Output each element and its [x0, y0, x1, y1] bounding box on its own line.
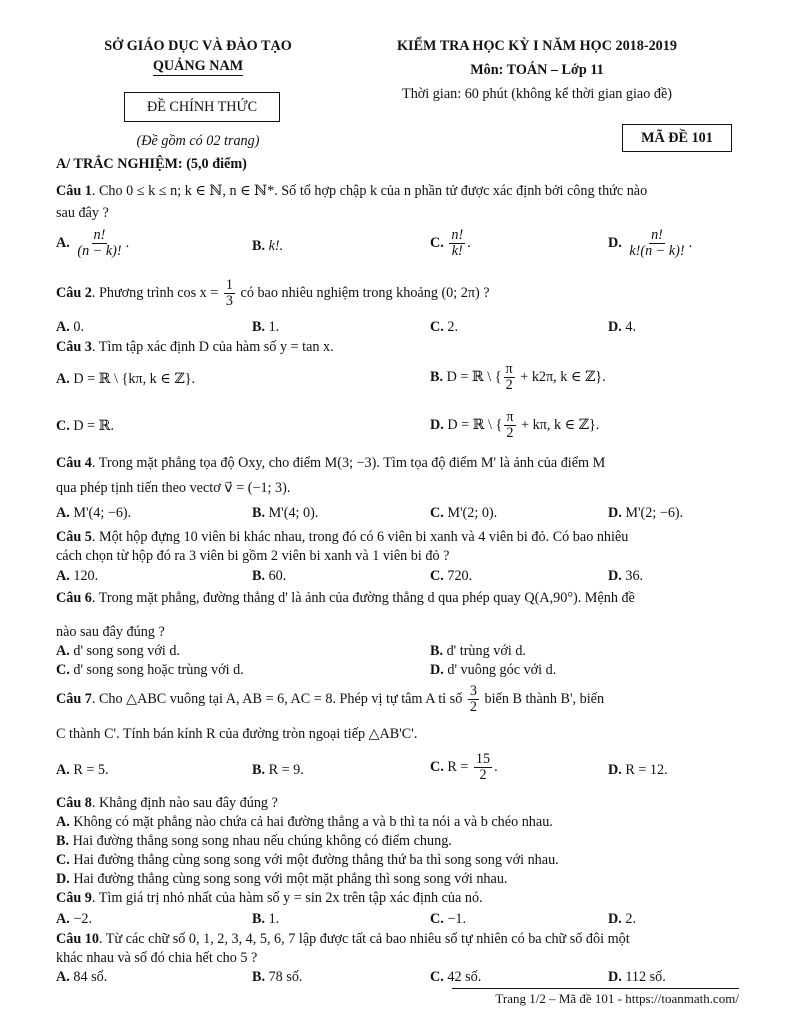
q10-option-b[interactable] — [252, 969, 302, 986]
question-label: Câu 4 — [56, 455, 92, 471]
option-text: 2. — [447, 319, 458, 335]
option-text: R = — [447, 758, 472, 775]
q5-option-c[interactable] — [430, 568, 472, 585]
q9-option-c[interactable] — [430, 911, 466, 928]
option-label: C. — [430, 969, 444, 985]
q5-option-a[interactable] — [56, 568, 98, 585]
option-label: D. — [608, 568, 622, 584]
province-label: QUẢNG NAM — [152, 58, 244, 74]
fraction — [449, 228, 465, 259]
q1-option-b[interactable] — [252, 238, 283, 255]
question-text: . Trong mặt phẳng, đường thẳng d' là ảnh của đường thẳng d qua phép quay Q(A,90°). Mệnh đề — [91, 590, 635, 606]
option-text: M'(2; 0). — [447, 505, 498, 521]
option-label: B. — [252, 969, 266, 985]
option-text: Hai đường thẳng song song nhau nếu chúng không có điểm chung. — [69, 833, 452, 849]
question-7-cont: C thành C'. Tính bán kính R của đường tròn ngoại tiếp △AB'C'. — [56, 726, 418, 742]
option-label: D. — [608, 969, 622, 985]
q7-option-c[interactable] — [430, 752, 498, 783]
question-text: . Trong mặt phẳng tọa độ Oxy, cho điểm M(3; −3). Tìm tọa độ điểm M' là ảnh của điểm M — [91, 455, 606, 471]
denominator: 2 — [469, 699, 477, 715]
option-tail: . — [467, 234, 471, 251]
q4-option-c[interactable] — [430, 505, 497, 522]
question-text: . Từ các chữ số 0, 1, 2, 3, 4, 5, 6, 7 lập được tất cả bao nhiêu số tự nhiên có ba chữ số đôi một — [98, 931, 630, 947]
q8-option-d[interactable] — [56, 871, 507, 888]
option-text: R = 12. — [625, 762, 668, 778]
option-label: D. — [608, 505, 622, 521]
option-text: 1. — [268, 911, 280, 927]
exam-title: KIỂM TRA HỌC KỲ I NĂM HỌC 2018-2019 — [397, 38, 677, 54]
fraction — [474, 752, 492, 783]
q2-option-c[interactable] — [430, 319, 458, 336]
q2-option-d[interactable] — [608, 319, 636, 336]
q6-option-a[interactable] — [56, 643, 180, 660]
question-10 — [56, 931, 630, 948]
option-text: M'(4; −6). — [73, 505, 132, 521]
question-3 — [56, 339, 334, 356]
option-text: D = ℝ \ {kπ, k ∈ ℤ}. — [73, 371, 196, 387]
exam-time: Thời gian: 60 phút (không kể thời gian giao đề) — [402, 86, 672, 102]
question-1 — [56, 183, 647, 200]
fraction — [504, 362, 515, 393]
question-text: . Tìm giá trị nhỏ nhất của hàm số y = sin 2x trên tập xác định của nó. — [91, 890, 483, 906]
option-text: 1. — [268, 319, 280, 335]
q3-option-d[interactable] — [430, 410, 599, 441]
q3-option-b[interactable] — [430, 362, 606, 393]
option-label: D. — [430, 416, 444, 433]
option-text: R = 5. — [73, 762, 109, 778]
question-text: . Khẳng định nào sau đây đúng ? — [91, 795, 278, 811]
fraction — [224, 278, 235, 309]
option-label: D. — [608, 319, 622, 335]
option-text: 84 số. — [73, 969, 108, 985]
option-text: 4. — [625, 319, 636, 335]
q6-option-c[interactable] — [56, 662, 244, 679]
q2-option-b[interactable] — [252, 319, 279, 336]
option-label: A. — [56, 234, 70, 251]
denominator: 2 — [479, 767, 487, 783]
q8-option-b[interactable] — [56, 833, 452, 850]
question-label: Câu 10 — [56, 931, 99, 947]
numerator: π — [506, 409, 514, 425]
option-label: C. — [56, 662, 70, 678]
option-label: A. — [56, 814, 70, 830]
q1-option-d[interactable] — [608, 228, 692, 259]
option-text: + kπ, k ∈ ℤ}. — [517, 416, 600, 433]
q6-option-d[interactable] — [430, 662, 556, 679]
q8-option-a[interactable] — [56, 814, 553, 831]
question-text: . Tìm tập xác định D của hàm số y = tan x. — [91, 339, 334, 355]
question-label: Câu 6 — [56, 590, 92, 606]
question-text: . Một hộp đựng 10 viên bi khác nhau, trong đó có 6 viên bi xanh và 4 viên bi đỏ. Có bao nhiêu — [91, 529, 629, 545]
option-text: 0. — [73, 319, 84, 335]
q10-option-d[interactable] — [608, 969, 666, 986]
option-text: d' song song với d. — [73, 643, 180, 659]
numerator: π — [505, 361, 513, 377]
numerator: 3 — [469, 683, 477, 699]
question-6 — [56, 590, 635, 607]
option-label: C. — [56, 418, 70, 434]
option-label: B. — [56, 833, 70, 849]
question-text: . Phương trình cos x = — [91, 284, 222, 301]
q5-option-b[interactable] — [252, 568, 286, 585]
option-label: A. — [56, 505, 70, 521]
option-text: −2. — [73, 911, 92, 927]
q10-option-a[interactable] — [56, 969, 107, 986]
option-label: B. — [252, 762, 266, 778]
numerator: n! — [93, 227, 106, 243]
option-label: A. — [56, 762, 70, 778]
denominator: 2 — [506, 425, 514, 441]
option-text: −1. — [447, 911, 466, 927]
question-5-cont: cách chọn từ hộp đó ra 3 viên bi gồm 2 viên bi xanh và 1 viên bi đỏ ? — [56, 548, 450, 564]
option-label: B. — [430, 643, 444, 659]
option-text: 36. — [625, 568, 644, 584]
option-label: B. — [252, 568, 266, 584]
option-label: B. — [252, 238, 266, 254]
option-text: . — [494, 758, 498, 775]
question-7 — [56, 684, 604, 715]
fraction — [468, 684, 479, 715]
numerator: n! — [651, 227, 663, 243]
province-name — [60, 58, 336, 75]
option-text: Hai đường thẳng cùng song song với một mặt phẳng thì song song với nhau. — [69, 871, 508, 887]
q7-option-b[interactable] — [252, 762, 304, 779]
q4-option-d[interactable] — [608, 505, 683, 522]
question-label: Câu 7 — [56, 690, 92, 707]
option-label: D. — [56, 871, 70, 887]
q4-option-a[interactable] — [56, 505, 131, 522]
option-text: 60. — [268, 568, 287, 584]
q9-option-b[interactable] — [252, 911, 279, 928]
option-text: R = 9. — [268, 762, 304, 778]
question-5 — [56, 529, 628, 546]
option-text: 720. — [447, 568, 473, 584]
option-text: 120. — [73, 568, 99, 584]
option-label: B. — [252, 319, 266, 335]
option-text: 2. — [625, 911, 636, 927]
q8-option-c[interactable] — [56, 852, 559, 869]
option-text: + k2π, k ∈ ℤ}. — [516, 368, 606, 385]
question-6-cont: nào sau đây đúng ? — [56, 624, 165, 640]
fraction — [504, 410, 515, 441]
question-2 — [56, 278, 490, 309]
option-label: A. — [56, 969, 70, 985]
option-text: 112 số. — [625, 969, 666, 985]
option-text: 78 số. — [268, 969, 303, 985]
q3-option-a[interactable] — [56, 371, 195, 388]
q9-option-a[interactable] — [56, 911, 92, 928]
denominator: k!(n − k)! — [629, 243, 685, 259]
q7-option-a[interactable] — [56, 762, 109, 779]
question-label: Câu 5 — [56, 529, 92, 545]
option-text: Không có mặt phẳng nào chứa cả hai đường thẳng a và b thì ta nói a và b chéo nhau. — [69, 814, 553, 830]
denominator: 3 — [225, 293, 233, 309]
question-label: Câu 3 — [56, 339, 92, 355]
question-text: . Cho 0 ≤ k ≤ n; k ∈ ℕ, n ∈ ℕ*. Số tổ hợp chập k của n phần tử được xác định bởi công thức nào — [91, 183, 648, 199]
question-label: Câu 8 — [56, 795, 92, 811]
option-tail: . — [688, 234, 693, 251]
q5-option-d[interactable] — [608, 568, 643, 585]
option-label: C. — [430, 911, 444, 927]
question-label: Câu 9 — [56, 890, 92, 906]
option-text: D = ℝ \ { — [447, 416, 503, 433]
q6-option-b[interactable] — [430, 643, 526, 660]
exam-code-badge: MÃ ĐỀ 101 — [622, 124, 732, 152]
question-label: Câu 2 — [56, 284, 92, 301]
option-label: B. — [252, 911, 266, 927]
option-label: B. — [252, 505, 266, 521]
option-label: A. — [56, 911, 70, 927]
option-text: d' trùng với d. — [446, 643, 526, 659]
q4-option-b[interactable] — [252, 505, 318, 522]
option-text: 42 số. — [447, 969, 482, 985]
option-label: C. — [430, 758, 444, 775]
question-4-cont: qua phép tịnh tiến theo vectơ v⃗ = (−1; 3). — [56, 480, 291, 496]
option-tail: . — [125, 234, 130, 251]
option-label: A. — [56, 643, 70, 659]
official-stamp: ĐỀ CHÍNH THỨC — [124, 92, 280, 122]
option-label: A. — [56, 568, 70, 584]
q10-option-c[interactable] — [430, 969, 481, 986]
option-text: M'(4; 0). — [268, 505, 319, 521]
fraction — [75, 228, 123, 259]
footer-rule — [452, 988, 739, 989]
question-label: Câu 1 — [56, 183, 92, 199]
denominator: 2 — [505, 377, 513, 393]
option-label: A. — [56, 371, 70, 387]
option-text: Hai đường thẳng cùng song song với một đường thẳng thứ ba thì song song với nhau. — [69, 852, 559, 868]
option-label: D. — [430, 662, 444, 678]
question-text: biến B thành B', biến — [480, 690, 605, 707]
option-label: C. — [430, 319, 444, 335]
page-footer: Trang 1/2 – Mã đề 101 - https://toanmath.com/ — [495, 991, 739, 1006]
q1-option-a[interactable] — [56, 228, 129, 259]
numerator: 1 — [225, 277, 233, 293]
option-text: M'(2; −6). — [625, 505, 684, 521]
question-8 — [56, 795, 278, 812]
pages-note: (Đề gồm có 02 trang) — [136, 133, 260, 149]
question-text: có bao nhiêu nghiệm trong khoảng (0; 2π) ? — [236, 284, 490, 301]
fraction — [627, 228, 686, 259]
question-text: . Cho △ABC vuông tại A, AB = 6, AC = 8. Phép vị tự tâm A tỉ số — [91, 690, 466, 707]
option-label: C. — [56, 852, 70, 868]
option-text: D = ℝ. — [73, 418, 115, 434]
option-text: d' song song hoặc trùng với d. — [73, 662, 244, 678]
option-label: C. — [430, 234, 444, 251]
option-label: C. — [430, 505, 444, 521]
exam-subject: Môn: TOÁN – Lớp 11 — [470, 62, 604, 78]
section-title: A/ TRẮC NGHIỆM: (5,0 điểm) — [56, 156, 247, 172]
q9-option-d[interactable] — [608, 911, 636, 928]
option-label: C. — [430, 568, 444, 584]
option-text: d' vuông góc với d. — [447, 662, 557, 678]
q1-option-c[interactable] — [430, 228, 471, 259]
question-10-cont: khác nhau và số đó chia hết cho 5 ? — [56, 950, 258, 966]
question-1-cont: sau đây ? — [56, 205, 109, 221]
option-label: D. — [608, 762, 622, 778]
option-label: D. — [608, 234, 622, 251]
option-label: A. — [56, 319, 70, 335]
q3-option-c[interactable] — [56, 418, 114, 435]
denominator: (n − k)! — [77, 243, 122, 259]
numerator: n! — [451, 227, 464, 243]
option-text: k!. — [268, 238, 284, 254]
option-label: D. — [608, 911, 622, 927]
q7-option-d[interactable] — [608, 762, 668, 779]
question-9 — [56, 890, 483, 907]
question-4 — [56, 455, 605, 472]
department-name: SỞ GIÁO DỤC VÀ ĐÀO TẠO — [104, 38, 292, 54]
numerator: 15 — [475, 751, 491, 767]
q2-option-a[interactable] — [56, 319, 84, 336]
option-text: D = ℝ \ { — [446, 368, 502, 385]
option-label: B. — [430, 368, 444, 385]
denominator: k! — [451, 243, 463, 259]
